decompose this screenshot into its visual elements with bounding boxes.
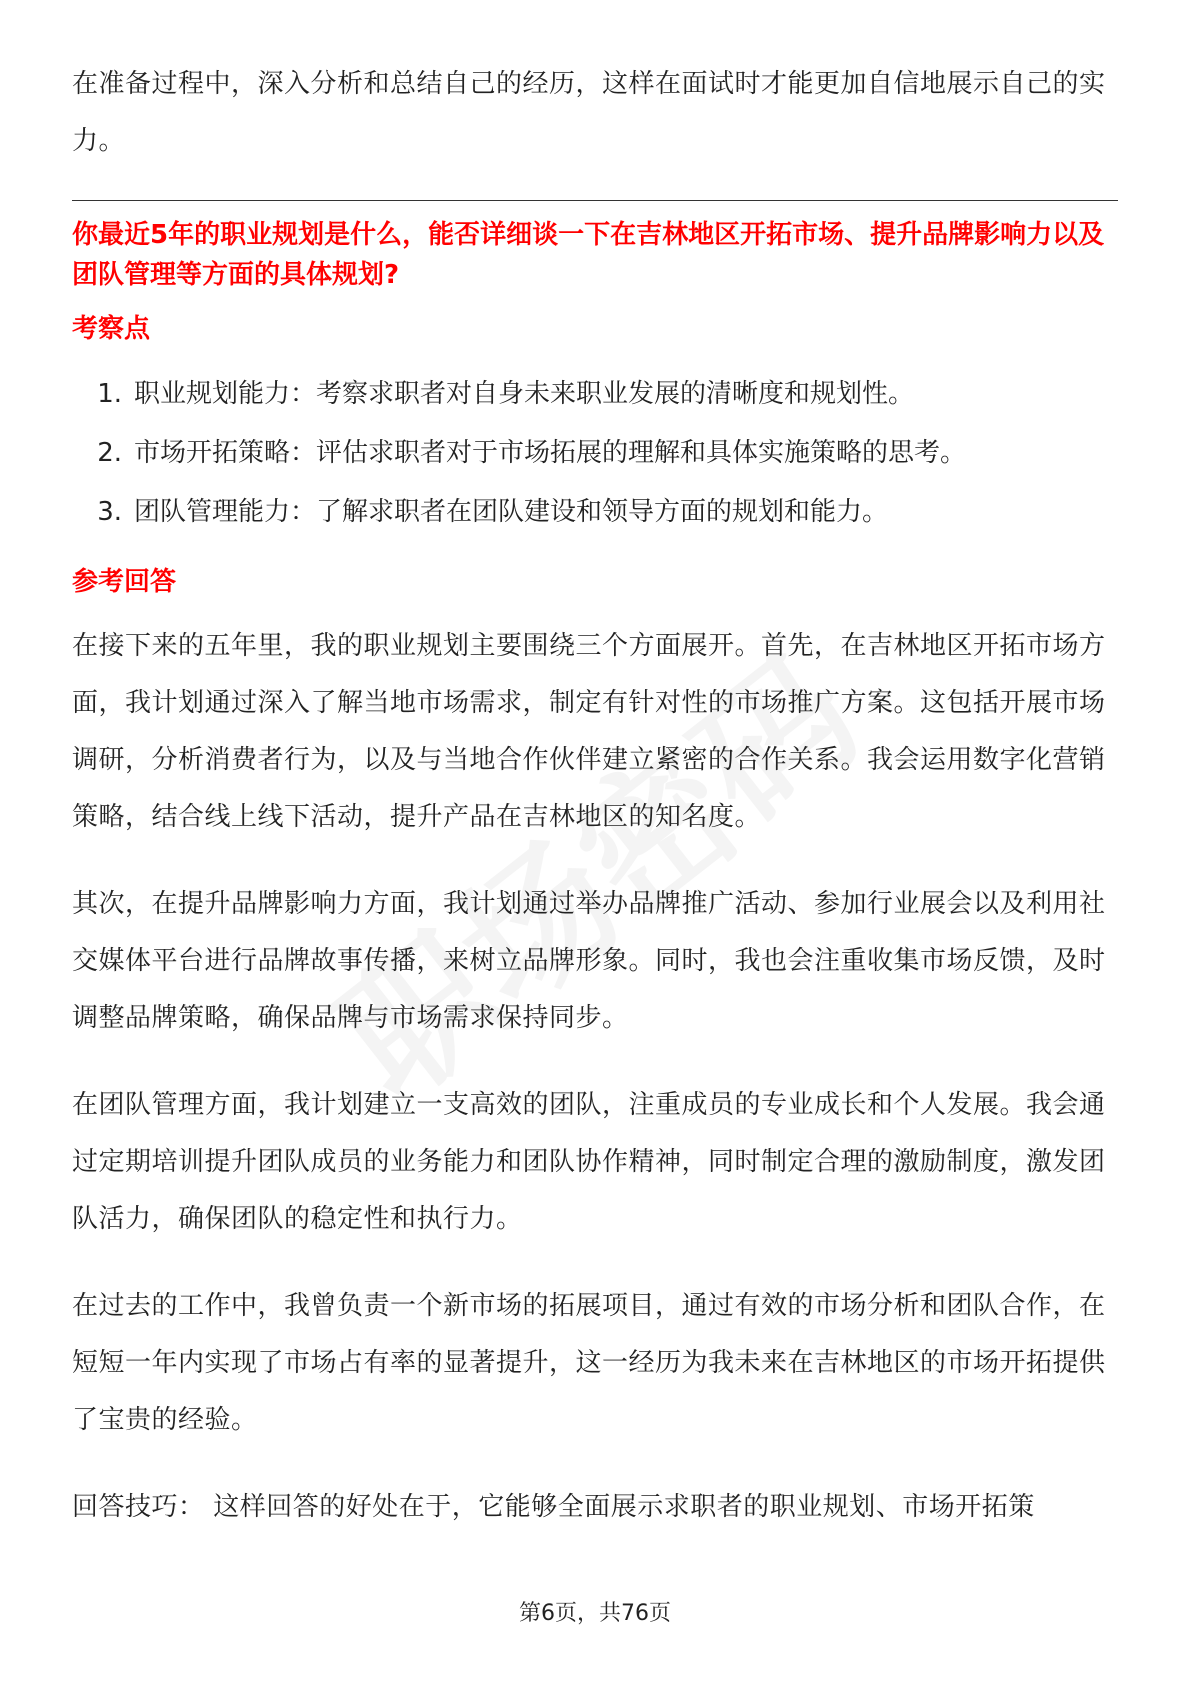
- page-number: 第6页，共76页: [519, 1601, 671, 1626]
- list-item-text: 团队管理能力：了解求职者在团队建设和领导方面的规划和能力。: [134, 497, 889, 527]
- list-item-number: 1.: [97, 379, 122, 409]
- list-item-text: 职业规划能力：考察求职者对自身未来职业发展的清晰度和规划性。: [134, 379, 915, 409]
- list-item: [72, 424, 1118, 483]
- section-divider: [72, 200, 1118, 201]
- page-content: [72, 56, 1118, 1536]
- answer-paragraph: 其次，在提升品牌影响力方面，我计划通过举办品牌推广活动、参加行业展会以及利用社交媒体平台进行品牌故事传播，来树立品牌形象。同时，我也会注重收集市场反馈，及时调整品牌策略，确保品牌与市场需求保持同步。: [72, 889, 1106, 1033]
- list-item: [72, 365, 1118, 424]
- list-item-text: 市场开拓策略：评估求职者对于市场拓展的理解和具体实施策略的思考。: [134, 438, 967, 468]
- answer-paragraph: 在团队管理方面，我计划建立一支高效的团队，注重成员的专业成长和个人发展。我会通过定期培训提升团队成员的业务能力和团队协作精神，同时制定合理的激励制度，激发团队活力，确保团队的稳定性和执行力。: [72, 1090, 1106, 1234]
- intro-paragraph: 在准备过程中，深入分析和总结自己的经历，这样在面试时才能更加自信地展示自己的实力。: [72, 69, 1106, 156]
- question-heading: 你最近5年的职业规划是什么，能否详细谈一下在吉林地区开拓市场、提升品牌影响力以及团队管理等方面的具体规划?: [72, 220, 1105, 290]
- list-item: [72, 483, 1118, 542]
- answer-heading: 参考回答: [72, 567, 177, 597]
- answer-paragraph: 在接下来的五年里，我的职业规划主要围绕三个方面展开。首先，在吉林地区开拓市场方面，我计划通过深入了解当地市场需求，制定有针对性的市场推广方案。这包括开展市场调研，分析消费者行为，以及与当地合作伙伴建立紧密的合作关系。我会运用数字化营销策略，结合线上线下活动，提升产品在吉林地区的知名度。: [72, 631, 1106, 832]
- list-item-number: 2.: [97, 438, 122, 468]
- list-item-number: 3.: [97, 497, 122, 527]
- examination-list: [72, 365, 1118, 542]
- examination-heading: 考察点: [72, 314, 151, 344]
- answer-tip: 回答技巧： 这样回答的好处在于，它能够全面展示求职者的职业规划、市场开拓策: [72, 1492, 1035, 1522]
- answer-paragraph: 在过去的工作中，我曾负责一个新市场的拓展项目，通过有效的市场分析和团队合作，在短短一年内实现了市场占有率的显著提升，这一经历为我未来在吉林地区的市场开拓提供了宝贵的经验。: [72, 1291, 1106, 1435]
